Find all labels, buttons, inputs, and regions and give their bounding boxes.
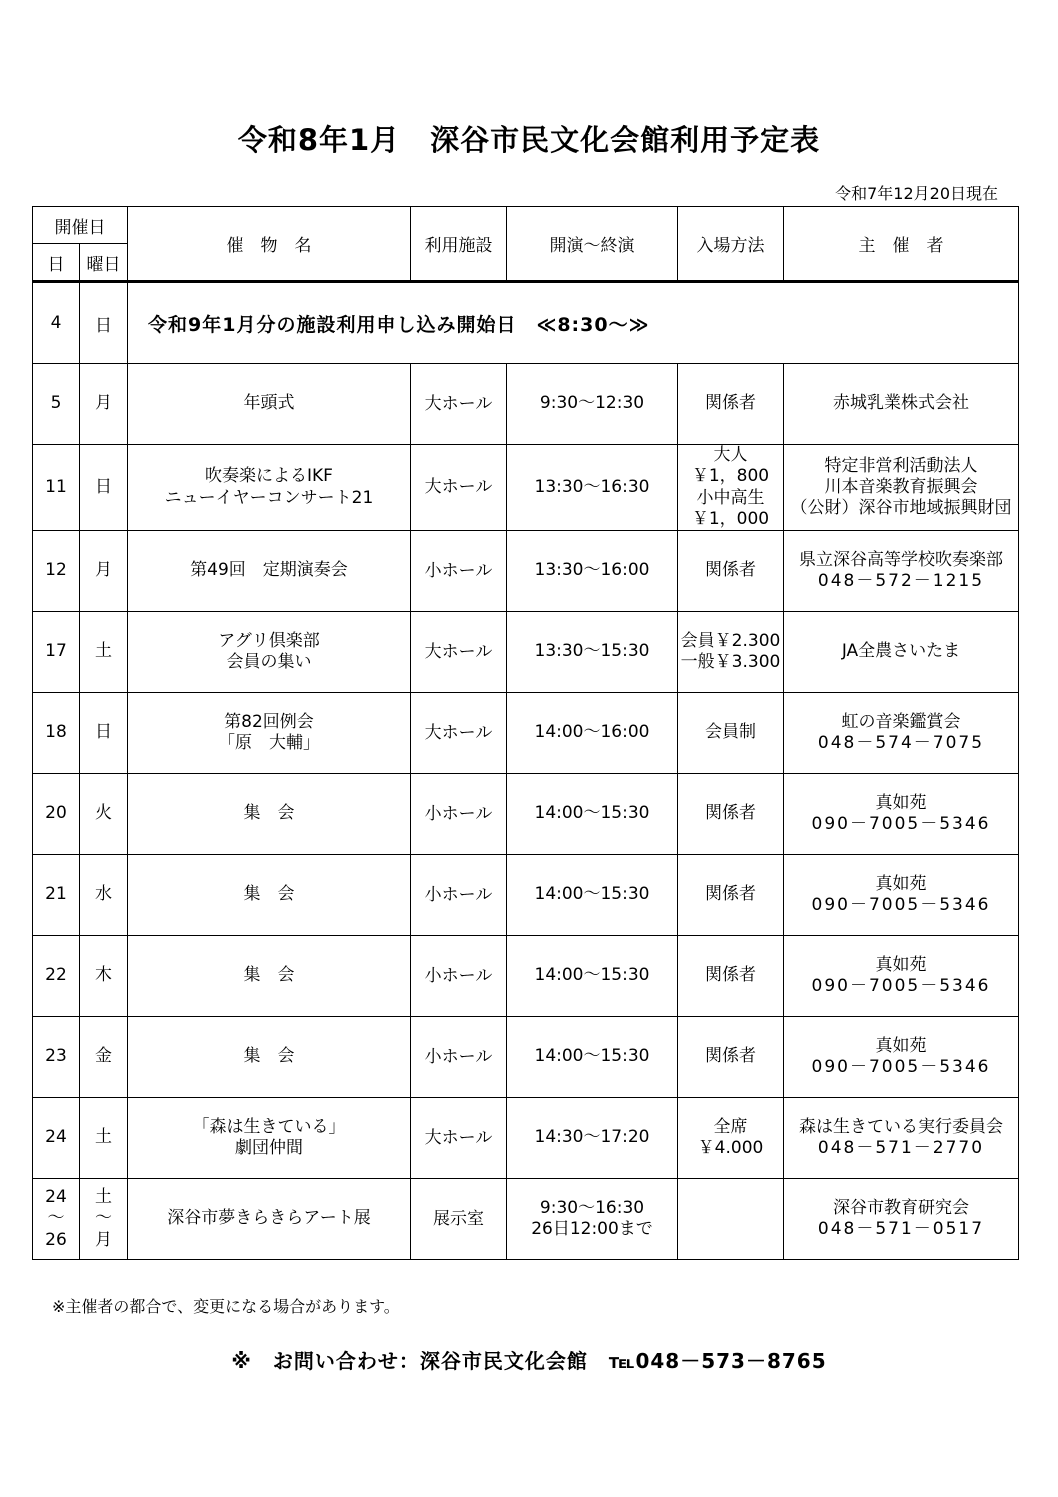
footnote: ※主催者の都合で、変更になる場合があります。 xyxy=(52,1297,400,1316)
row-admission-line: 関係者 xyxy=(705,1046,756,1067)
table-row xyxy=(33,1098,1019,1179)
header-weekday: 曜日 xyxy=(80,244,128,282)
row-organizer-line: 真如苑 xyxy=(875,873,927,894)
row-organizer-line: 真如苑 xyxy=(875,954,927,975)
row-time xyxy=(507,445,678,531)
header-time: 開演～終演 xyxy=(507,207,678,282)
row-facility: 大ホール xyxy=(411,612,507,693)
row-organizer-line: 深谷市教育研究会 xyxy=(833,1197,969,1218)
row-event-line: 集 会 xyxy=(243,884,295,905)
row-weekday: 土 xyxy=(80,1098,128,1179)
row-organizer xyxy=(784,531,1019,612)
row-event xyxy=(128,364,411,445)
row-day: 5 xyxy=(33,364,80,445)
row-event-line: 年頭式 xyxy=(243,393,295,414)
row-time-line: 14:00～16:00 xyxy=(534,722,650,743)
table-row xyxy=(33,774,1019,855)
row-organizer-line: 真如苑 xyxy=(875,1035,927,1056)
row-event xyxy=(128,1179,411,1260)
row-time xyxy=(507,855,678,936)
row-admission xyxy=(678,612,784,693)
row-admission-line: 一般￥3.300 xyxy=(680,652,781,672)
row-weekday: 月 xyxy=(80,364,128,445)
row-event-line: 「森は生きている」 xyxy=(192,1116,346,1137)
row-time xyxy=(507,774,678,855)
row-admission-line: 関係者 xyxy=(705,560,756,581)
row-time xyxy=(507,531,678,612)
row-organizer xyxy=(784,936,1019,1017)
table-row xyxy=(33,855,1019,936)
table-row xyxy=(33,1017,1019,1098)
row-facility: 小ホール xyxy=(411,1017,507,1098)
row-organizer-line: 048－571－2770 xyxy=(817,1138,985,1158)
row-organizer-line: 赤城乳業株式会社 xyxy=(833,393,969,414)
row-time-line: 13:30～16:00 xyxy=(534,560,650,581)
row-organizer xyxy=(784,364,1019,445)
row-organizer xyxy=(784,1098,1019,1179)
as-of-date: 令和7年12月20日現在 xyxy=(835,184,998,203)
header-facility: 利用施設 xyxy=(411,207,507,282)
contact-info: ※ お問い合わせ：深谷市民文化会館 ℡048－573－8765 xyxy=(231,1349,827,1373)
notice-text: 令和9年1月分の施設利用申し込み開始日 ≪8:30～≫ xyxy=(128,282,1019,364)
row-organizer xyxy=(784,445,1019,531)
row-day: 22 xyxy=(33,936,80,1017)
row-event-line: ニューイヤーコンサート21 xyxy=(164,487,374,508)
row-admission xyxy=(678,364,784,445)
table-row xyxy=(33,612,1019,693)
row-facility: 小ホール xyxy=(411,936,507,1017)
row-time xyxy=(507,693,678,774)
table-row xyxy=(33,445,1019,531)
row-admission xyxy=(678,774,784,855)
row-time-line: 14:00～15:30 xyxy=(534,884,650,905)
row-organizer-line: 048－572－1215 xyxy=(817,571,985,591)
row-time-line: 14:00～15:30 xyxy=(534,803,650,824)
row-admission xyxy=(678,855,784,936)
row-facility: 小ホール xyxy=(411,531,507,612)
row-organizer-line: （公財）深谷市地域振興財団 xyxy=(790,498,1012,519)
row-admission-line: 関係者 xyxy=(705,393,756,414)
row-weekday: 金 xyxy=(80,1017,128,1098)
row-organizer-line: JA全農さいたま xyxy=(841,641,961,662)
row-event-line: 第82回例会 xyxy=(224,711,314,732)
row-day: 24 xyxy=(33,1098,80,1179)
row-event xyxy=(128,445,411,531)
row-event-line: 集 会 xyxy=(243,965,295,986)
row-organizer xyxy=(784,1017,1019,1098)
header-date-group: 開催日 xyxy=(33,207,128,244)
row-admission xyxy=(678,445,784,531)
notice-day: 4 xyxy=(33,282,80,364)
row-time xyxy=(507,1098,678,1179)
row-organizer-line: 県立深谷高等学校吹奏楽部 xyxy=(799,549,1003,570)
row-event xyxy=(128,855,411,936)
row-event xyxy=(128,1017,411,1098)
row-time-line: 14:30～17:20 xyxy=(534,1127,650,1148)
row-organizer xyxy=(784,774,1019,855)
table-row xyxy=(33,364,1019,445)
row-admission-line: ￥4.000 xyxy=(697,1138,764,1158)
row-day: 18 xyxy=(33,693,80,774)
row-facility: 小ホール xyxy=(411,855,507,936)
table-row xyxy=(33,693,1019,774)
header-admission: 入場方法 xyxy=(678,207,784,282)
table-row xyxy=(33,936,1019,1017)
row-day: 12 xyxy=(33,531,80,612)
row-weekday: 土 xyxy=(80,612,128,693)
header-row xyxy=(33,207,1019,244)
row-admission-line: ￥1，800 xyxy=(691,466,770,487)
row-admission xyxy=(678,936,784,1017)
row-organizer xyxy=(784,612,1019,693)
row-event-line: 「原 大輔」 xyxy=(218,733,320,753)
row-event xyxy=(128,1098,411,1179)
row-time-line: 13:30～15:30 xyxy=(534,641,650,662)
row-event xyxy=(128,693,411,774)
row-time xyxy=(507,612,678,693)
row-event xyxy=(128,774,411,855)
notice-row xyxy=(33,282,1019,364)
row-time xyxy=(507,1179,678,1260)
row-organizer-line: 真如苑 xyxy=(875,792,927,813)
row-organizer xyxy=(784,693,1019,774)
row-admission xyxy=(678,693,784,774)
row-event xyxy=(128,612,411,693)
row-weekday: 水 xyxy=(80,855,128,936)
row-organizer xyxy=(784,855,1019,936)
row-time xyxy=(507,936,678,1017)
row-day: 23 xyxy=(33,1017,80,1098)
row-organizer-line: 虹の音楽鑑賞会 xyxy=(841,711,961,732)
header-organizer: 主 催 者 xyxy=(784,207,1019,282)
row-time-line: 14:00～15:30 xyxy=(534,965,650,986)
row-weekday: 月 xyxy=(80,531,128,612)
row-event xyxy=(128,531,411,612)
row-facility: 大ホール xyxy=(411,364,507,445)
row-event-line: 会員の集い xyxy=(226,652,312,672)
row-admission-line: 関係者 xyxy=(705,884,756,905)
row-event-line: 集 会 xyxy=(243,1046,295,1067)
row-time-line: 13:30～16:30 xyxy=(534,476,650,497)
table-row xyxy=(33,1179,1019,1260)
row-organizer-line: 048－574－7075 xyxy=(817,733,985,753)
row-time xyxy=(507,364,678,445)
row-admission-line: 会員￥2.300 xyxy=(680,630,781,651)
row-organizer-line: 048－571－0517 xyxy=(817,1219,985,1239)
table-row xyxy=(33,531,1019,612)
row-event xyxy=(128,936,411,1017)
row-admission-line: 会員制 xyxy=(705,722,756,743)
header-day: 日 xyxy=(33,244,80,282)
row-day: 21 xyxy=(33,855,80,936)
row-day: 17 xyxy=(33,612,80,693)
row-facility: 展示室 xyxy=(411,1179,507,1260)
row-organizer-line: 特定非営利活動法人 xyxy=(824,455,978,476)
row-time xyxy=(507,1017,678,1098)
row-weekday: 日 xyxy=(80,693,128,774)
row-admission-line: 大人 xyxy=(713,445,748,465)
row-weekday: 火 xyxy=(80,774,128,855)
row-weekday: 日 xyxy=(80,445,128,531)
row-time-line: 9:30～12:30 xyxy=(539,393,645,414)
row-admission xyxy=(678,1098,784,1179)
row-admission-line: 関係者 xyxy=(705,803,756,824)
row-organizer-line: 090－7005－5346 xyxy=(811,814,991,834)
row-day: 20 xyxy=(33,774,80,855)
row-admission-line: 小中高生 xyxy=(696,487,765,508)
row-organizer-line: 090－7005－5346 xyxy=(811,976,991,996)
row-event-line: 集 会 xyxy=(243,803,295,824)
row-facility: 大ホール xyxy=(411,445,507,531)
schedule-rows xyxy=(33,364,1019,1260)
row-admission-line: 全席 xyxy=(713,1116,748,1137)
row-event-line: 吹奏楽によるIKF xyxy=(205,466,333,487)
row-admission xyxy=(678,1017,784,1098)
row-event-line: 深谷市夢きらきらアート展 xyxy=(167,1208,371,1229)
page-title: 令和8年1月 深谷市民文化会館利用予定表 xyxy=(237,123,821,157)
row-facility: 大ホール xyxy=(411,693,507,774)
row-facility: 大ホール xyxy=(411,1098,507,1179)
row-event-line: 劇団仲間 xyxy=(235,1138,303,1158)
row-event-line: 第49回 定期演奏会 xyxy=(190,560,348,581)
row-weekday: 木 xyxy=(80,936,128,1017)
row-event-line: アグリ倶楽部 xyxy=(218,630,320,651)
header-event: 催 物 名 xyxy=(128,207,411,282)
row-day: 11 xyxy=(33,445,80,531)
row-organizer-line: 090－7005－5346 xyxy=(811,1057,991,1077)
row-facility: 小ホール xyxy=(411,774,507,855)
row-organizer xyxy=(784,1179,1019,1260)
row-admission xyxy=(678,531,784,612)
notice-weekday: 日 xyxy=(80,282,128,364)
row-weekday: 土 ～ 月 xyxy=(80,1179,128,1260)
row-admission-line: 関係者 xyxy=(705,965,756,986)
row-time-line: 26日12:00まで xyxy=(531,1219,653,1239)
row-organizer-line: 森は生きている実行委員会 xyxy=(799,1116,1003,1137)
row-time-line: 14:00～15:30 xyxy=(534,1046,650,1067)
row-organizer-line: 090－7005－5346 xyxy=(811,895,991,915)
row-admission xyxy=(678,1179,784,1260)
schedule-table xyxy=(32,206,1019,1260)
row-time-line: 9:30～16:30 xyxy=(539,1197,645,1218)
row-organizer-line: 川本音楽教育振興会 xyxy=(824,476,978,497)
row-day: 24 ～ 26 xyxy=(33,1179,80,1260)
row-admission-line: ￥1，000 xyxy=(691,508,770,529)
